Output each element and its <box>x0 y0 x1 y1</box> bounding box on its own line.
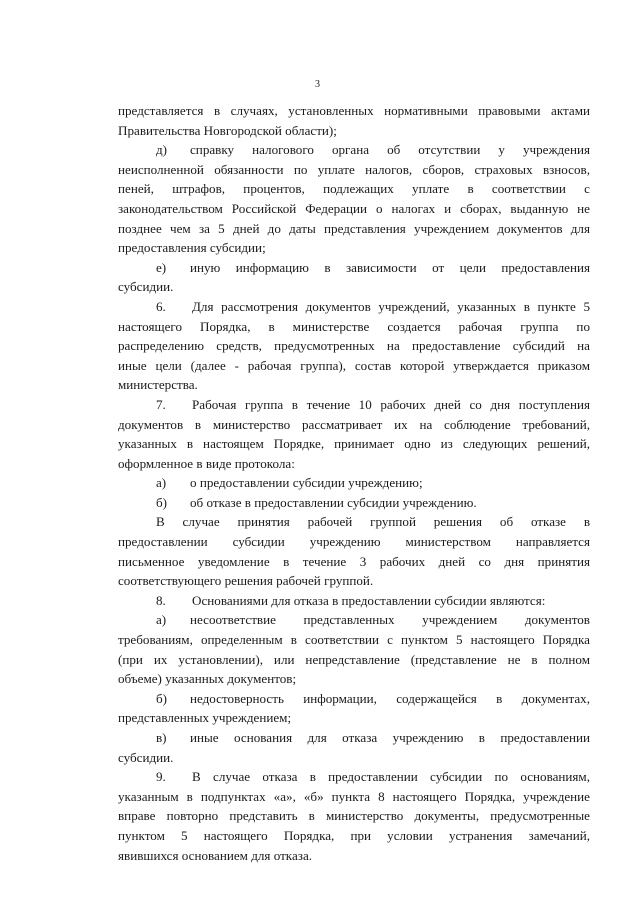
item-label: д) <box>156 142 168 158</box>
line-text: субсидии. <box>118 279 174 295</box>
text-line <box>118 728 590 748</box>
line-text: требованиям, определенным в соответствии с пунктом 5 настоящего Порядка <box>118 632 590 648</box>
item-label: 8. <box>156 592 166 608</box>
text-line <box>118 434 590 454</box>
text-line <box>118 689 590 709</box>
text-line <box>118 748 590 768</box>
text-line <box>118 473 590 493</box>
text-line <box>118 591 590 611</box>
item-label: 7. <box>156 396 166 412</box>
text-line <box>118 277 590 297</box>
line-text: недостоверность информации, содержащейся в документах, <box>190 690 590 706</box>
line-text: субсидии. <box>118 749 174 765</box>
text-line <box>118 219 590 239</box>
line-text: распределению средств, предусмотренных на предоставление субсидий на <box>118 338 590 354</box>
text-line <box>118 375 590 395</box>
text-line <box>118 395 590 415</box>
text-line <box>118 336 590 356</box>
text-line <box>118 846 590 866</box>
line-text: неисполненной обязанности по уплате налогов, сборов, страховых взносов, <box>118 161 590 177</box>
line-text: оформленное в виде протокола: <box>118 455 295 471</box>
text-line <box>118 121 590 141</box>
item-label: 9. <box>156 769 166 785</box>
line-text: предоставления субсидии; <box>118 240 266 256</box>
text-line <box>118 317 590 337</box>
line-text: Правительства Новгородской области); <box>118 122 337 138</box>
text-line <box>118 767 590 787</box>
document-body <box>118 101 590 865</box>
line-text: Для рассмотрения документов учреждений, указанных в пункте 5 <box>192 298 590 314</box>
line-text: несоответствие представленных учреждением документов <box>190 612 590 628</box>
text-line <box>118 708 590 728</box>
text-line <box>118 787 590 807</box>
line-text: Рабочая группа в течение 10 рабочих дней со дня поступления <box>192 396 590 412</box>
text-line <box>118 630 590 650</box>
line-text: Основаниями для отказа в предоставлении субсидии являются: <box>192 592 546 608</box>
line-text: указанным в подпунктах «а», «б» пункта 8 настоящего Порядка, учреждение <box>118 788 590 804</box>
text-line <box>118 552 590 572</box>
item-label: а) <box>156 475 167 491</box>
line-text: о предоставлении субсидии учреждению; <box>190 475 423 491</box>
line-text: В случае отказа в предоставлении субсидии по основаниям, <box>192 769 590 785</box>
line-text: представляется в случаях, установленных нормативными правовыми актами <box>118 103 590 118</box>
text-line <box>118 297 590 317</box>
line-text: пунктом 5 настоящего Порядка, при условии устранения замечаний, <box>118 827 590 843</box>
text-line <box>118 356 590 376</box>
item-label: 6. <box>156 298 166 314</box>
line-text: иные цели (далее - рабочая группа), состав которой утверждается приказом <box>118 357 590 373</box>
text-line <box>118 140 590 160</box>
line-text: позднее чем за 5 дней до даты представления учреждением документов для <box>118 220 590 236</box>
text-line <box>118 512 590 532</box>
line-text: соответствующего решения рабочей группой. <box>118 573 374 589</box>
text-line <box>118 160 590 180</box>
text-line <box>118 826 590 846</box>
text-line <box>118 493 590 513</box>
line-text: министерства. <box>118 377 198 393</box>
line-text: представленных учреждением; <box>118 710 292 726</box>
line-text: вправе повторно представить в министерство документы, предусмотренные <box>118 808 590 824</box>
text-line <box>118 101 590 121</box>
text-line <box>118 650 590 670</box>
text-line <box>118 669 590 689</box>
text-line <box>118 179 590 199</box>
page-number: 3 <box>315 79 320 90</box>
line-text: иные основания для отказа учреждению в предоставлении <box>190 730 590 745</box>
line-text: объеме) указанных документов; <box>118 671 297 687</box>
line-text: настоящего Порядка, в министерстве создается рабочая группа по <box>118 318 590 334</box>
text-line <box>118 415 590 435</box>
line-text: об отказе в предоставлении субсидии учреждению. <box>190 494 477 510</box>
text-line <box>118 571 590 591</box>
item-label: в) <box>156 730 167 745</box>
text-line <box>118 610 590 630</box>
line-text: письменное уведомление в течение 3 рабочих дней со дня принятия <box>118 553 590 569</box>
text-line <box>118 532 590 552</box>
line-text: пеней, штрафов, процентов, подлежащих уплате в соответствии с <box>118 181 590 197</box>
line-text: иную информацию в зависимости от цели предоставления <box>190 259 590 275</box>
text-line <box>118 454 590 474</box>
line-text: законодательством Российской Федерации о налогах и сборах, выданную не <box>118 200 590 216</box>
item-label: б) <box>156 494 168 510</box>
line-text: явившихся основанием для отказа. <box>118 847 313 863</box>
line-text: справку налогового органа об отсутствии у учреждения <box>190 142 590 158</box>
line-text: предоставлении субсидии учреждению министерством направляется <box>118 534 590 550</box>
line-text: документов в министерство рассматривает их на соблюдение требований, <box>118 416 590 432</box>
item-label: б) <box>156 690 168 706</box>
text-line <box>118 238 590 258</box>
item-label: а) <box>156 612 167 628</box>
line-text: В случае принятия рабочей группой решения об отказе в <box>156 514 590 530</box>
text-line <box>118 199 590 219</box>
text-line <box>118 806 590 826</box>
item-label: е) <box>156 259 167 275</box>
text-line <box>118 258 590 278</box>
line-text: (при их установлении), или непредставление (представление не в полном <box>118 651 590 667</box>
line-text: указанных в настоящем Порядке, принимает одно из следующих решений, <box>118 436 590 452</box>
